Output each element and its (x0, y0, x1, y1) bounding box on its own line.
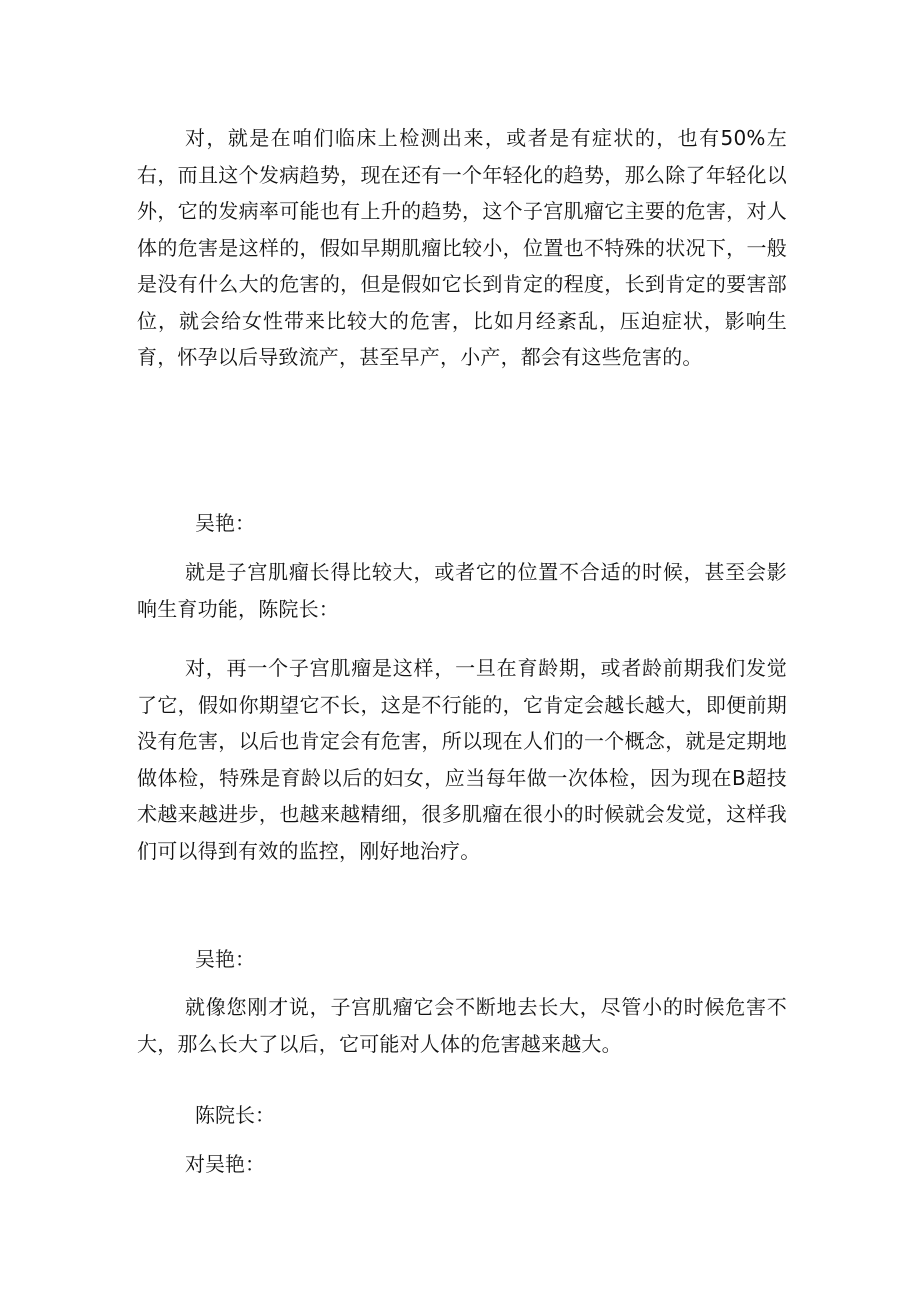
paragraph-2: 就是子宫肌瘤长得比较大，或者它的位置不合适的时候，甚至会影响生育功能，陈院长： (137, 560, 787, 621)
paragraph-4: 就像您刚才说，子宫肌瘤它会不断地去长大，尽管小的时候危害不大，那么长大了以后，它可能对人体的危害越来越大。 (137, 995, 787, 1056)
paragraph-3: 对，再一个子宫肌瘤是这样，一旦在育龄期，或者龄前期我们发觉了它，假如你期望它不长，这是不行能的，它肯定会越长越大，即便前期没有危害，以后也肯定会有危害，所以现在人们的一个概念，就是定期地做体检，特殊是育龄以后的妇女，应当每年做一次体检，因为现在B超技术越来越进步，也越来越精细，很多肌瘤在很小的时候就会发觉，这样我们可以得到有效的监控，刚好地治疗。 (137, 656, 787, 863)
paragraph-1: 对，就是在咱们临床上检测出来，或者是有症状的，也有50%左右，而且这个发病趋势，现在还有一个年轻化的趋势，那么除了年轻化以外，它的发病率可能也有上升的趋势，这个子宫肌瘤它主要的危害，对人体的危害是这样的，假如早期肌瘤比较小，位置也不特殊的状况下，一般是没有什么大的危害的，但是假如它长到肯定的程度，长到肯定的要害部位，就会给女性带来比较大的危害，比如月经紊乱，压迫症状，影响生育，怀孕以后导致流产，甚至早产，小产，都会有这些危害的。 (137, 126, 787, 369)
paragraph-5: 对吴艳： (185, 1152, 265, 1176)
speaker-label-wu-yan: 吴艳： (195, 511, 255, 535)
speaker-label-wu-yan-2: 吴艳： (195, 947, 255, 971)
speaker-label-chen: 陈院长： (195, 1103, 275, 1127)
